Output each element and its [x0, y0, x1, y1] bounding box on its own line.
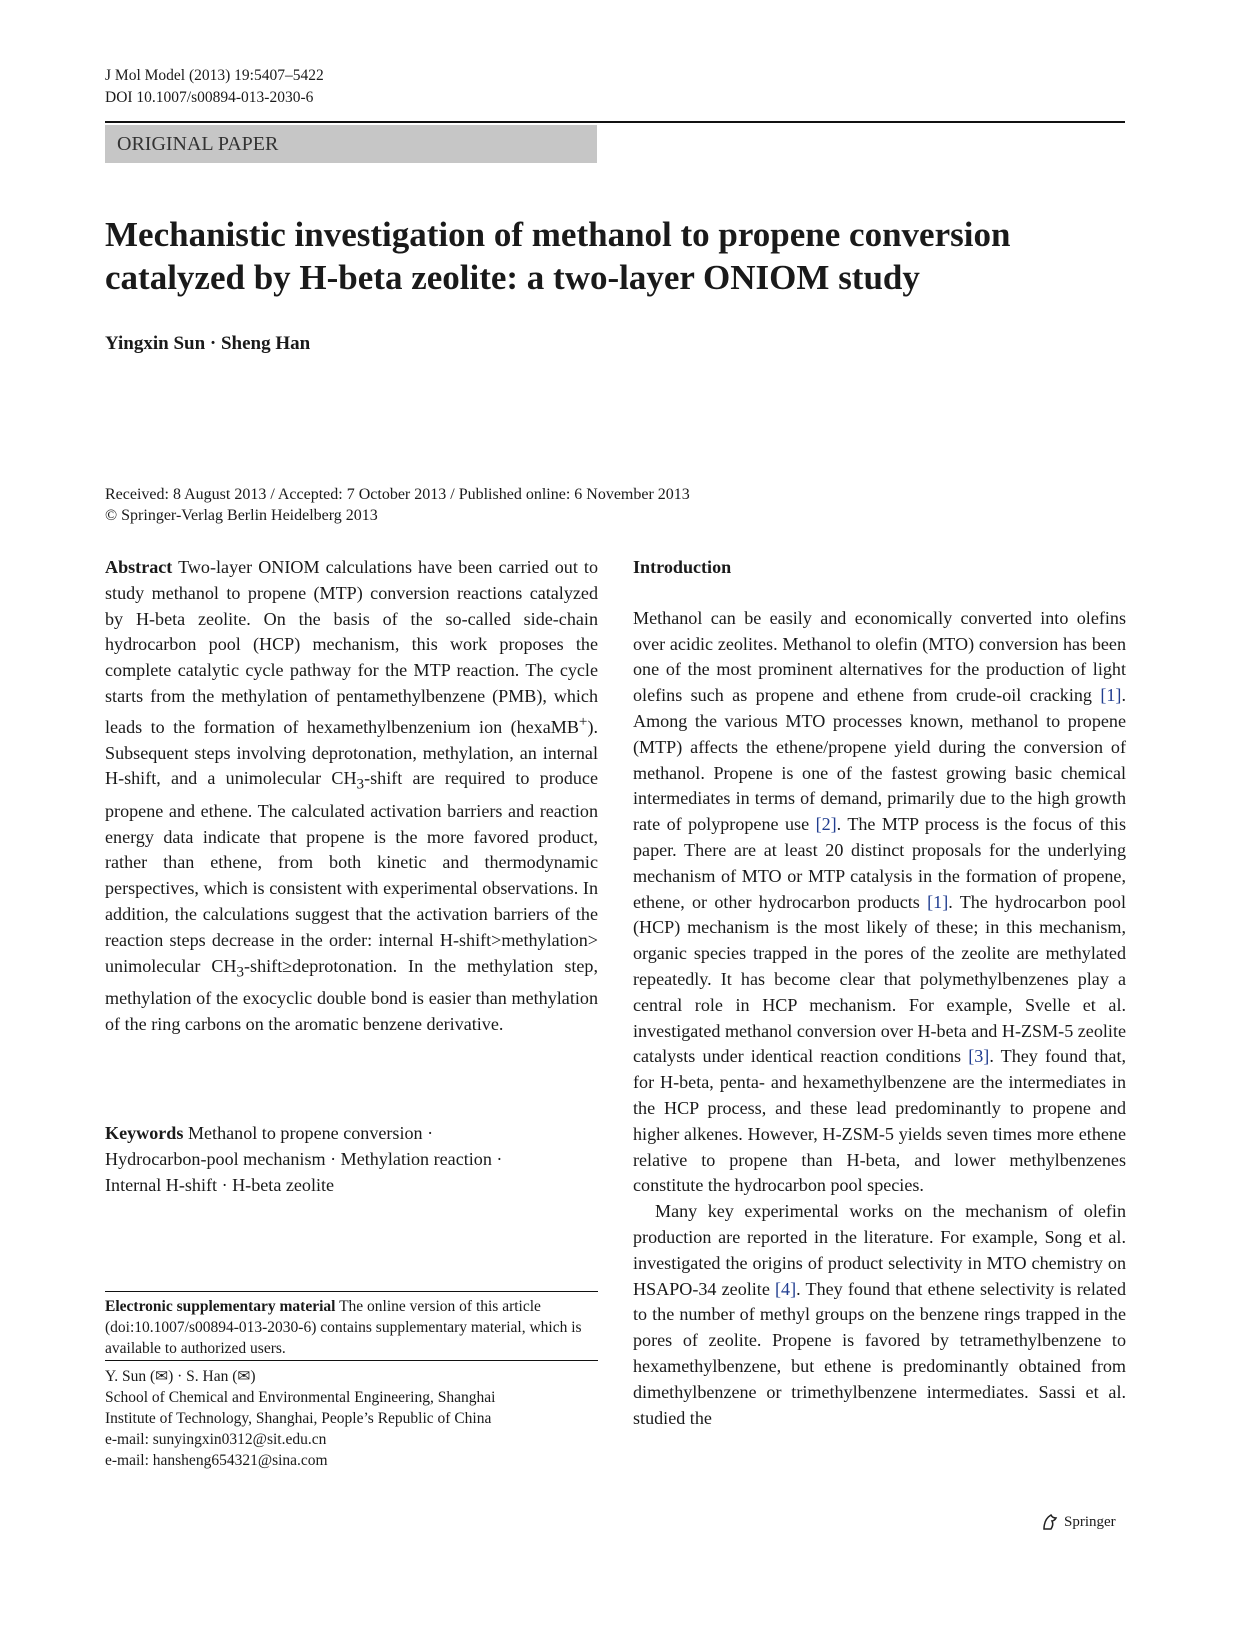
springer-horse-icon — [1040, 1512, 1060, 1532]
keywords-block — [105, 1121, 598, 1198]
paper-title — [105, 213, 1115, 299]
supplementary-note — [105, 1296, 598, 1359]
email-link[interactable]: e-mail: hansheng654321@sina.com — [105, 1452, 328, 1469]
affiliation-block — [105, 1366, 598, 1471]
abstract-text: Abstract Two-layer ONIOM calculations have been carried out to study methanol to propene (MTP) conversion reactions catalyzed by H-beta zeolite. On the basis of the so-called side-chain hydrocarbon pool (HCP) mechanism, this work proposes the complete catalytic cycle pathway for the MTP reaction. The cycle starts from the methylation of pentamethylbenzene (PMB), which leads to the formation of hexamethylbenzenium ion (hexaMB+). Subsequent steps involving deprotonation, methylation, an internal H-shift, and a unimolecular $CH_3$-shift are required to produce propene and ethene. The calculated activation barriers and reaction energy data indicate that propene is the more favored product, rather than ethene, from both kinetic and thermodynamic perspectives, which is consistent with experimental observations. In addition, the calculations suggest that the activation barriers of the reaction steps decrease in the order: internal H-shift>methylation> unimolecular $CH_3-shift\ge deprotonation$. In the methylation step, methylation of the exocyclic double bond is easier than methylation of the ring carbons on the aromatic benzene derivative. — [105, 557, 598, 1034]
article-type-banner: ORIGINAL PAPER — [105, 125, 597, 163]
email-link[interactable]: e-mail: sunyingxin0312@sit.edu.cn — [105, 1431, 327, 1448]
esm-label: Electronic supplementary material — [105, 1298, 336, 1315]
keyword-line: Internal H-shift · H-beta zeolite — [105, 1174, 335, 1195]
publisher-logo — [1040, 1512, 1116, 1532]
publisher-name: Springer — [1064, 1513, 1116, 1530]
affiliation-rule — [105, 1360, 598, 1361]
keywords-label: Keywords — [105, 1123, 184, 1143]
citation-link[interactable]: [4] — [775, 1278, 797, 1299]
introduction-heading: Introduction — [633, 557, 732, 577]
publication-dates — [105, 484, 690, 526]
journal-reference — [105, 65, 324, 109]
journal-citation: J Mol Model (2013) 19:5407–5422 — [105, 67, 324, 84]
copyright-line: © Springer-Verlag Berlin Heidelberg 2013 — [105, 507, 378, 524]
intro-paragraph: Methanol can be easily and economically converted into olefins over acidic zeolites. Methanol to olefin (MTO) conversion has been one of the most prominent alternatives for the production of light olefins such as propene and ethene from crude-oil cracking [1]. Among the various MTO processes known, methanol to propene (MTP) affects the ethene/propene yield during the conversion of methanol. Propene is one of the fastest growing basic chemical intermediates in terms of demand, primarily due to the high growth rate of polypropene use [2]. The MTP process is the focus of this paper. There are at least 20 distinct proposals for the underlying mechanism of MTO or MTP catalysis in the formation of propene, ethene, or other hydrocarbon products [1]. The hydrocarbon pool (HCP) mechanism is the most likely of these; in this mechanism, organic species trapped in the pores of the zeolite are methylated repeatedly. It has become clear that polymethylbenzenes play a central role in HCP mechanism. For example, Svelle et al. investigated methanol conversion over H-beta and H-ZSM-5 zeolite catalysts under identical reaction conditions [3]. They found that, for H-beta, penta- and hexamethylbenzene are the intermediates in the HCP process, and these lead predominantly to propene and higher alkenes. However, H-ZSM-5 yields seven times more ethene relative to propene than H-beta, and lower methylbenzenes constitute the hydrocarbon pool species. — [633, 607, 1126, 1196]
intro-paragraph: Many key experimental works on the mechanism of olefin production are reported in the literature. For example, Song et al. investigated the origins of product selectivity in MTO chemistry on HSAPO-34 zeolite [4]. They found that ethene selectivity is related to the number of methyl groups on the benzene rings trapped in the pores of zeolite. Propene is favored by tetramethylbenzene to hexamethylbenzene, but ethene is predominantly obtained from dimethylbenzene or trimethylbenzene intermediates. Sassi et al. studied the — [633, 1201, 1126, 1428]
citation-link[interactable]: [1] — [1100, 685, 1122, 706]
dates-line: Received: 8 August 2013 / Accepted: 7 October 2013 / Published online: 6 November 2013 — [105, 486, 690, 503]
abstract-label: Abstract — [105, 557, 173, 577]
esm-text: The online version of this article (doi:10.1007/s00894-013-2030-6) contains supplementary material, which is available to authorized users. — [105, 1298, 582, 1357]
title-line-1: Mechanistic investigation of methanol to propene conversion — [105, 215, 1011, 254]
corresponding-authors: Y. Sun (✉) · S. Han (✉) — [105, 1368, 256, 1385]
keyword-line: Hydrocarbon-pool mechanism · Methylation reaction · — [105, 1148, 503, 1169]
doi[interactable]: DOI 10.1007/s00894-013-2030-6 — [105, 89, 314, 106]
author-list: Yingxin Sun · Sheng Han — [105, 333, 311, 354]
citation-link[interactable]: [3] — [968, 1046, 990, 1067]
abstract-block — [105, 555, 598, 1038]
institution-line: Institute of Technology, Shanghai, People’s Republic of China — [105, 1410, 492, 1427]
introduction-section — [633, 555, 1126, 1431]
keyword-line: Methanol to propene conversion · — [187, 1123, 434, 1143]
esm-rule — [105, 1291, 598, 1292]
header-rule — [105, 121, 1125, 123]
citation-link[interactable]: [1] — [927, 891, 949, 912]
institution-line: School of Chemical and Environmental Engineering, Shanghai — [105, 1389, 496, 1406]
title-line-2: catalyzed by H-beta zeolite: a two-layer ONIOM study — [105, 258, 920, 297]
citation-link[interactable]: [2] — [815, 814, 837, 835]
